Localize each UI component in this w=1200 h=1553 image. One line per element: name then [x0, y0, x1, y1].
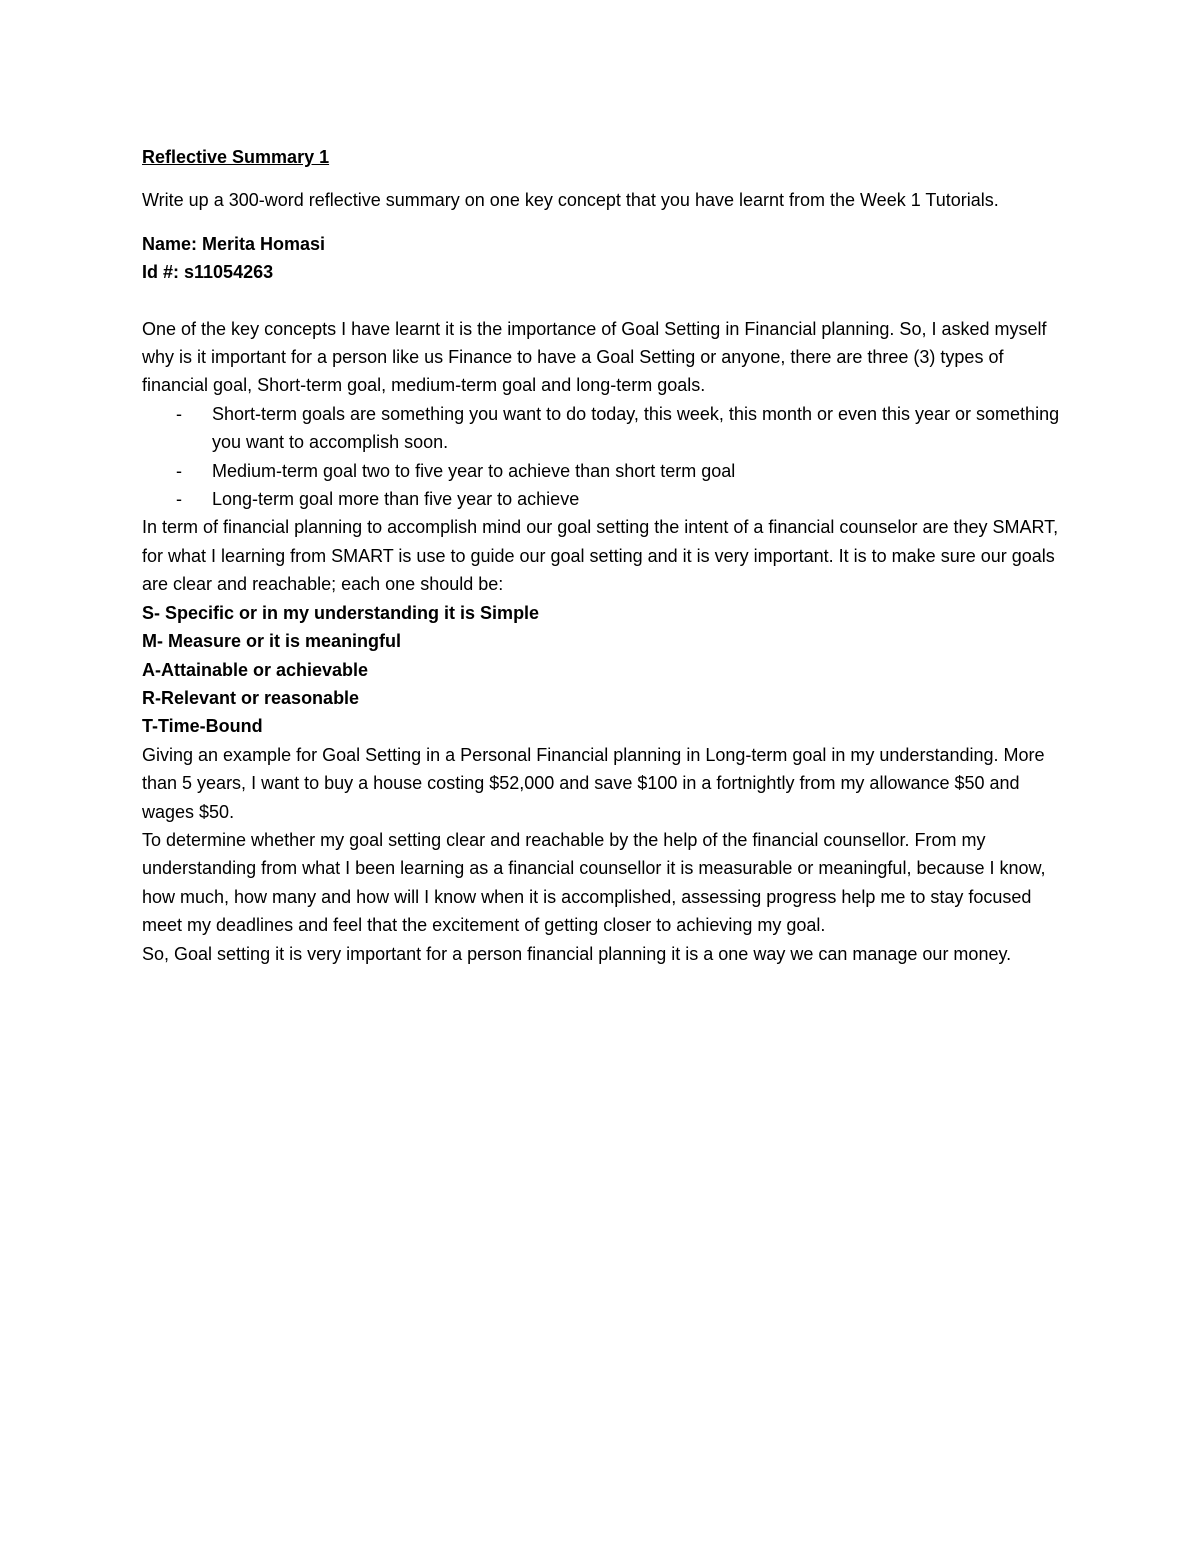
example-paragraph: Giving an example for Goal Setting in a Personal Financial planning in Long-term goal in my understanding. More than 5 years, I want to buy a house costing $52,000 and save $100 in a fortnightly from my allowance $50 and wages $50.: [142, 744, 1045, 822]
smart-item-attainable: A-Attainable or achievable: [142, 659, 369, 680]
list-dash: -: [176, 460, 182, 481]
student-info: [142, 230, 1062, 287]
list-item: [142, 400, 1062, 457]
list-dash: -: [176, 403, 182, 424]
smart-item-time-bound: T-Time-Bound: [142, 716, 263, 737]
list-item-text: Long-term goal more than five year to achieve: [212, 489, 580, 510]
smart-item-relevant: R-Relevant or reasonable: [142, 687, 360, 708]
list-dash: -: [176, 489, 182, 510]
conclusion-paragraph: So, Goal setting it is very important for a person financial planning it is a one way we can manage our money.: [142, 943, 1012, 964]
list-item-text: Short-term goals are something you want to do today, this week, this month or even this year or something you want to accomplish soon.: [212, 403, 1060, 453]
document-title: Reflective Summary 1: [142, 147, 330, 167]
smart-paragraph: In term of financial planning to accomplish mind our goal setting the intent of a financial counselor are they SMART, for what I learning from SMART is use to guide our goal setting and it is very important. It is to make sure our goals are clear and reachable; each one should be:: [142, 517, 1059, 595]
list-item-text: Medium-term goal two to five year to achieve than short term goal: [212, 460, 736, 481]
document-page: [142, 143, 1062, 968]
counsellor-paragraph: To determine whether my goal setting clear and reachable by the help of the financial counsellor. From my understanding from what I been learning as a financial counsellor it is measurable or meaningful, because I know, how much, how many and how will I know when it is accomplished, assessing progress help me to stay focused meet my deadlines and feel that the excitement of getting closer to achieving my goal.: [142, 829, 1046, 936]
smart-list: [142, 599, 1062, 741]
list-item: [142, 457, 1062, 485]
smart-item-specific: S- Specific or in my understanding it is Simple: [142, 602, 540, 623]
smart-item-measurable: M- Measure or it is meaningful: [142, 631, 402, 652]
list-item: [142, 485, 1062, 513]
intro-paragraph: One of the key concepts I have learnt it is the importance of Goal Setting in Financial planning. So, I asked myself why is it important for a person like us Finance to have a Goal Setting or anyone, there are three (3) types of financial goal, Short-term goal, medium-term goal and long-term goals.: [142, 318, 1047, 396]
goal-types-list: [142, 400, 1062, 514]
student-name: Name: Merita Homasi: [142, 233, 326, 254]
instruction-text: Write up a 300-word reflective summary on one key concept that you have learnt from the Week 1 Tutorials.: [142, 190, 999, 211]
student-id: Id #: s11054263: [142, 262, 274, 283]
